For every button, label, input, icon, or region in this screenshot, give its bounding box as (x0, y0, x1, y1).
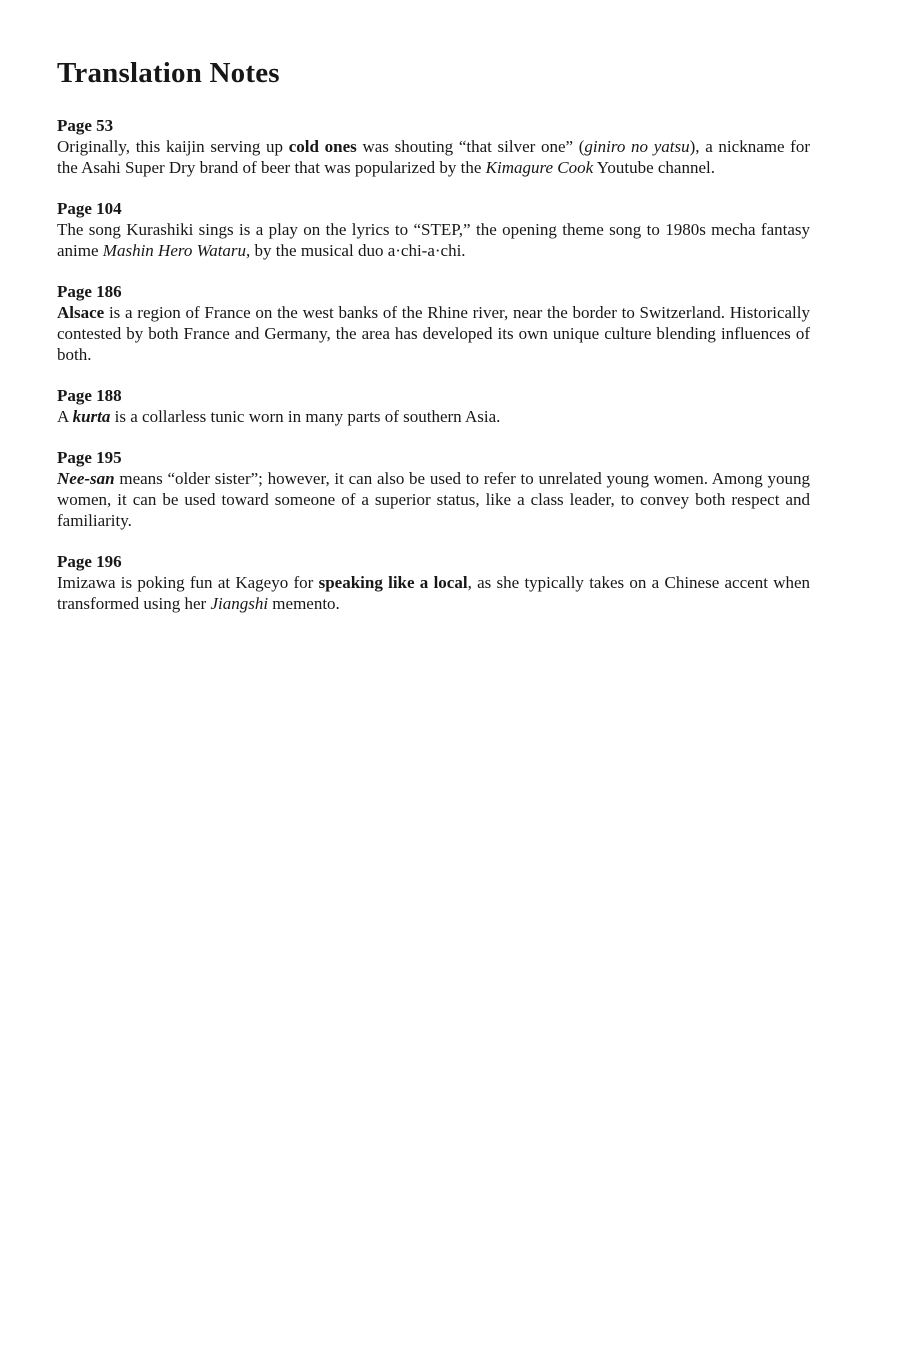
text-segment: means “older sister”; however, it can also be used to refer to unrelated young women. Among young women, it can be used toward someone of a superior status, like a class leader, to convey both respect and familiarity. (57, 469, 810, 530)
page-heading: Page 195 (57, 448, 122, 467)
text-segment: , as she typically takes on a Chinese accent when transformed using her (57, 573, 811, 613)
page-heading: Page 196 (57, 552, 122, 571)
page-heading: Page 186 (57, 282, 122, 301)
note-body (57, 572, 810, 614)
text-segment: cold ones (288, 137, 357, 156)
note-body (57, 219, 810, 261)
note-section (57, 115, 810, 178)
note-body (57, 136, 810, 178)
text-segment: ), a nickname for the Asahi Super Dry brand of beer that was popularized by the (57, 137, 811, 177)
text-segment: giniro no yatsu (584, 137, 690, 156)
note-section (57, 385, 810, 427)
text-segment: Nee-san (57, 469, 115, 488)
text-segment: memento. (268, 594, 340, 613)
text-segment: kurta (72, 407, 111, 426)
note-body (57, 406, 810, 427)
text-segment: A (57, 407, 73, 426)
text-segment: speaking like a local (318, 573, 468, 592)
note-body (57, 468, 810, 531)
text-segment: is a collarless tunic worn in many parts of southern Asia. (110, 407, 501, 426)
text-segment: Youtube channel. (593, 158, 715, 177)
page-heading: Page 53 (57, 116, 114, 135)
note-section (57, 551, 810, 614)
text-segment: The song Kurashiki sings is a play on the lyrics to “STEP,” the opening theme song to 1980s mecha fantasy anime (57, 220, 810, 260)
page-heading: Page 104 (57, 199, 122, 218)
text-segment: Mashin Hero Wataru (102, 241, 247, 260)
text-segment: Alsace (57, 303, 105, 322)
text-segment: Kimagure Cook (485, 158, 594, 177)
note-section (57, 198, 810, 261)
page-heading: Page 188 (57, 386, 122, 405)
note-section (57, 447, 810, 531)
text-segment: is a region of France on the west banks of the Rhine river, near the border to Switzerland. Historically contested by both France and Germany, the area has developed its own unique culture blending influences of both. (57, 303, 810, 364)
text-segment: Imizawa is poking fun at Kageyo for (57, 573, 319, 592)
note-body (57, 302, 810, 365)
text-segment: , by the musical duo a·chi-a·chi. (246, 241, 466, 260)
text-segment: Originally, this kaijin serving up (57, 137, 289, 156)
note-section (57, 281, 810, 365)
text-segment: Jiangshi (210, 594, 269, 613)
page-title: Translation Notes (57, 57, 280, 89)
notes-list (57, 115, 810, 614)
text-segment: was shouting “that silver one” ( (356, 137, 585, 156)
